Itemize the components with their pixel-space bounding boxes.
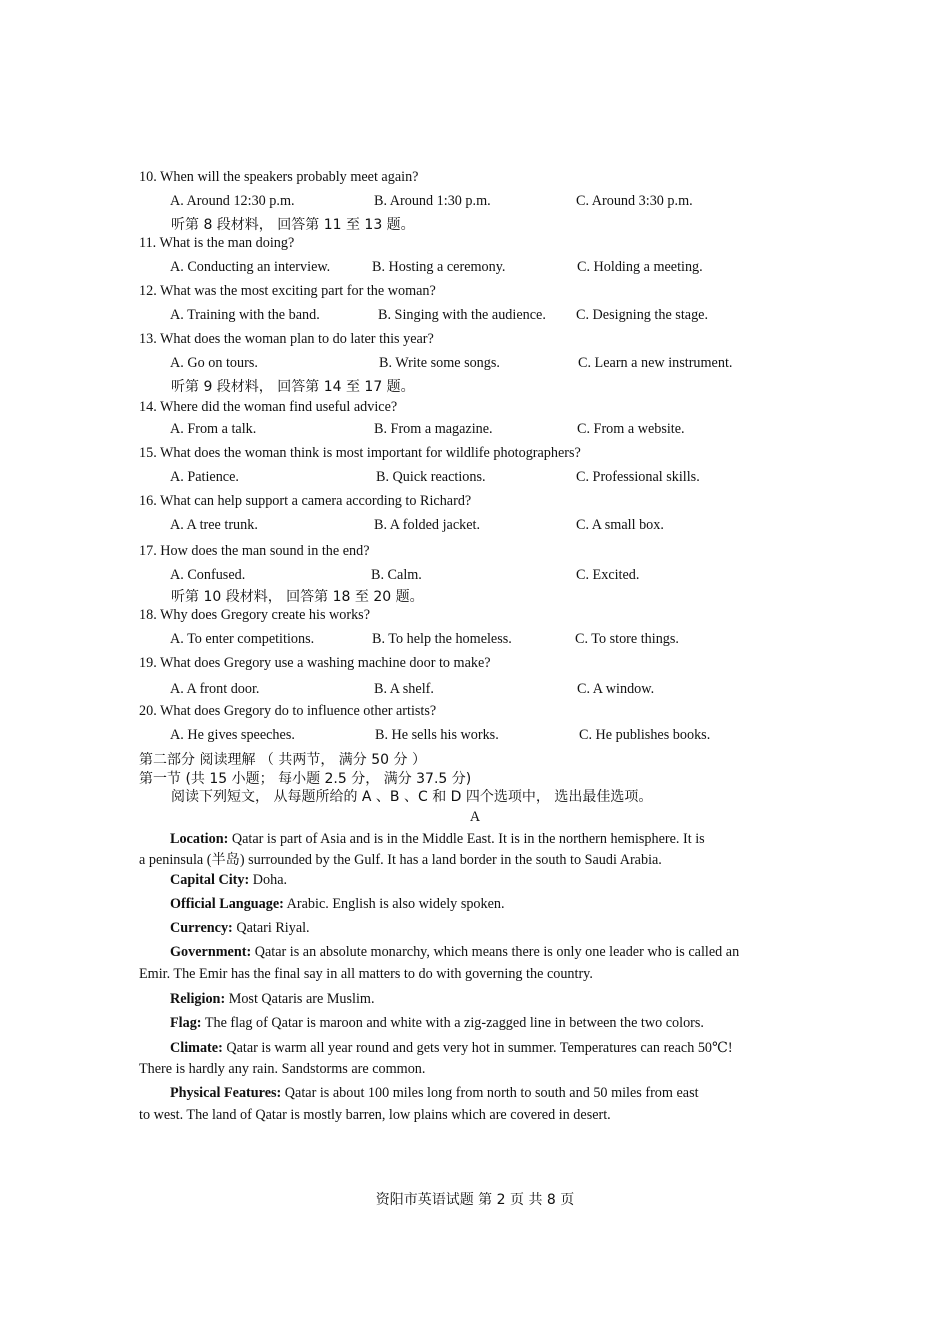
- religion-label: Religion:: [170, 991, 226, 1007]
- q20-option-a: A. He gives speeches.: [170, 727, 295, 743]
- q11-option-a: A. Conducting an interview.: [170, 259, 331, 275]
- question-14: 14. Where did the woman find useful advice?: [139, 399, 398, 415]
- q15-option-a: A. Patience.: [170, 469, 239, 485]
- reading-instruction: 阅读下列短文， 从每题所给的 A 、B 、C 和 D 四个选项中， 选出最佳选项。: [171, 789, 653, 805]
- q18-option-c: C. To store things.: [575, 631, 679, 647]
- currency-paragraph: [170, 920, 310, 937]
- flag-text: The flag of Qatar is maroon and white with a zig-zagged line in between the two colors.: [201, 1015, 704, 1031]
- passage-label: A: [469, 809, 481, 825]
- q16-option-b: B. A folded jacket.: [374, 517, 480, 533]
- government-text: Qatar is an absolute monarchy, which means there is only one leader who is called an: [251, 944, 740, 960]
- q20-option-b: B. He sells his works.: [375, 727, 499, 743]
- q19-option-a: A. A front door.: [170, 681, 260, 697]
- q19-option-c: C. A window.: [577, 681, 655, 697]
- language-text: Arabic. English is also widely spoken.: [283, 896, 505, 912]
- q17-option-a: A. Confused.: [170, 567, 246, 583]
- q14-option-c: C. From a website.: [577, 421, 685, 437]
- climate-line-2: There is hardly any rain. Sandstorms are common.: [139, 1061, 426, 1077]
- question-15: 15. What does the woman think is most important for wildlife photographers?: [139, 445, 581, 461]
- location-text: Qatar is part of Asia and is in the Middle East. It is in the northern hemisphere. It is: [228, 831, 705, 847]
- q13-option-c: C. Learn a new instrument.: [578, 355, 733, 371]
- physical-label: Physical Features:: [170, 1085, 282, 1101]
- climate-label: Climate:: [170, 1040, 223, 1056]
- religion-text: Most Qataris are Muslim.: [225, 991, 375, 1007]
- q11-option-b: B. Hosting a ceremony.: [372, 259, 506, 275]
- location-paragraph: [170, 831, 705, 848]
- location-label: Location:: [170, 831, 229, 847]
- section-8-heading: 听第 8 段材料， 回答第 11 至 13 题。: [171, 217, 415, 233]
- page-footer: 资阳市英语试题 第 2 页 共 8 页: [375, 1192, 575, 1208]
- section-1-title: 第一节 (共 15 小题； 每小题 2.5 分， 满分 37.5 分): [139, 771, 472, 787]
- currency-text: Qatari Riyal.: [232, 920, 310, 936]
- question-20: 20. What does Gregory do to influence other artists?: [139, 703, 437, 719]
- religion-paragraph: [170, 991, 375, 1008]
- q12-option-b: B. Singing with the audience.: [378, 307, 546, 323]
- government-label: Government:: [170, 944, 252, 960]
- question-12: 12. What was the most exciting part for the woman?: [139, 283, 436, 299]
- question-19: 19. What does Gregory use a washing machine door to make?: [139, 655, 491, 671]
- q15-option-c: C. Professional skills.: [576, 469, 700, 485]
- question-11: 11. What is the man doing?: [139, 235, 295, 251]
- capital-text: Doha.: [249, 872, 288, 888]
- q12-option-a: A. Training with the band.: [170, 307, 320, 323]
- government-line-2: Emir. The Emir has the final say in all matters to do with governing the country.: [139, 966, 593, 982]
- flag-label: Flag:: [170, 1015, 202, 1031]
- capital-paragraph: [170, 872, 287, 889]
- q11-option-c: C. Holding a meeting.: [577, 259, 703, 275]
- q17-option-b: B. Calm.: [371, 567, 422, 583]
- question-18: 18. Why does Gregory create his works?: [139, 607, 371, 623]
- question-16: 16. What can help support a camera according to Richard?: [139, 493, 472, 509]
- q17-option-c: C. Excited.: [576, 567, 640, 583]
- q19-option-b: B. A shelf.: [374, 681, 434, 697]
- q13-option-a: A. Go on tours.: [170, 355, 258, 371]
- q10-option-a: A. Around 12:30 p.m.: [170, 193, 295, 209]
- q18-option-b: B. To help the homeless.: [372, 631, 512, 647]
- q16-option-a: A. A tree trunk.: [170, 517, 258, 533]
- q14-option-a: A. From a talk.: [170, 421, 257, 437]
- section-9-heading: 听第 9 段材料， 回答第 14 至 17 题。: [171, 379, 415, 395]
- physical-paragraph: [170, 1085, 699, 1102]
- flag-paragraph: [170, 1015, 704, 1032]
- currency-label: Currency:: [170, 920, 233, 936]
- q13-option-b: B. Write some songs.: [379, 355, 500, 371]
- physical-text: Qatar is about 100 miles long from north to south and 50 miles from east: [281, 1085, 699, 1101]
- q18-option-a: A. To enter competitions.: [170, 631, 315, 647]
- q10-option-c: C. Around 3:30 p.m.: [576, 193, 693, 209]
- q10-option-b: B. Around 1:30 p.m.: [374, 193, 491, 209]
- climate-paragraph: [170, 1040, 733, 1057]
- language-paragraph: [170, 896, 505, 913]
- physical-line-2: to west. The land of Qatar is mostly barren, low plains which are covered in desert.: [139, 1107, 611, 1123]
- q14-option-b: B. From a magazine.: [374, 421, 493, 437]
- part-2-title: 第二部分 阅读理解 （ 共两节， 满分 50 分 ）: [139, 752, 426, 768]
- question-17: 17. How does the man sound in the end?: [139, 543, 370, 559]
- government-paragraph: [170, 944, 739, 961]
- capital-label: Capital City:: [170, 872, 250, 888]
- location-line-2: a peninsula (半岛) surrounded by the Gulf. It has a land border in the south to Saudi Arabia.: [139, 852, 662, 868]
- question-13: 13. What does the woman plan to do later this year?: [139, 331, 434, 347]
- question-10: 10. When will the speakers probably meet again?: [139, 169, 419, 185]
- q20-option-c: C. He publishes books.: [579, 727, 711, 743]
- q12-option-c: C. Designing the stage.: [576, 307, 709, 323]
- climate-text: Qatar is warm all year round and gets very hot in summer. Temperatures can reach 50℃!: [222, 1040, 733, 1056]
- q15-option-b: B. Quick reactions.: [376, 469, 486, 485]
- q16-option-c: C. A small box.: [576, 517, 664, 533]
- section-10-heading: 听第 10 段材料， 回答第 18 至 20 题。: [171, 589, 424, 605]
- language-label: Official Language:: [170, 896, 284, 912]
